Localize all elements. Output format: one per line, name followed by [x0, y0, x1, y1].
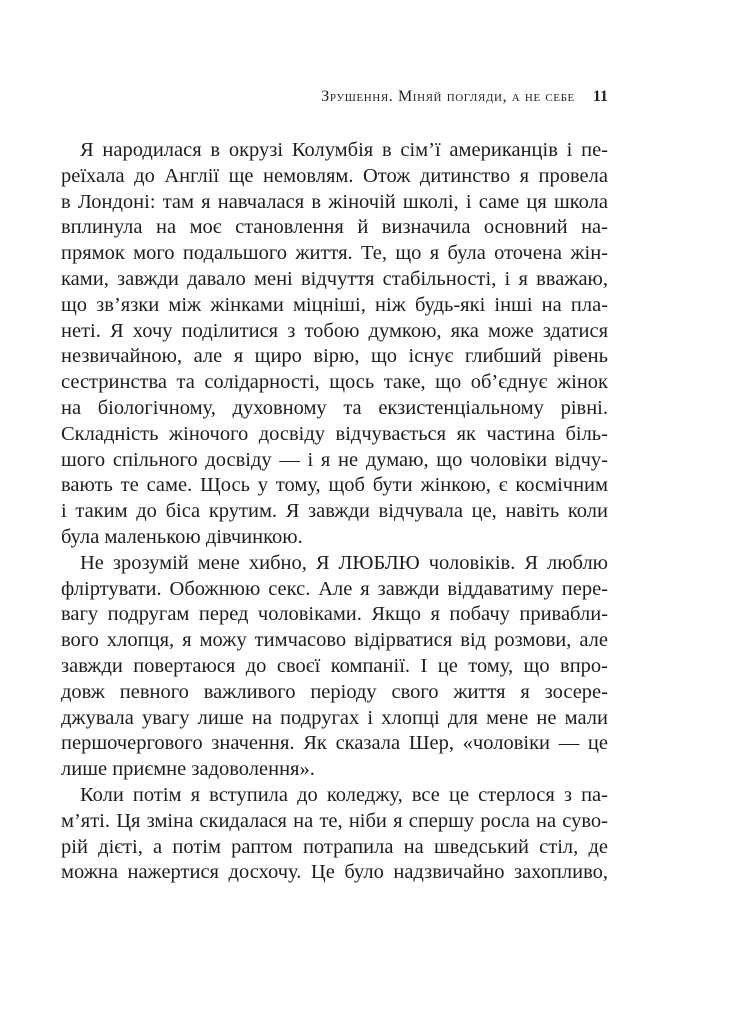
text-line [61, 138, 608, 164]
text-line [61, 706, 608, 732]
text-line-content: ками, завжди давало мені відчуття стабільності, і я вважаю, [61, 267, 608, 290]
text-line-content: прямок мого подальшого життя. Те, що я була оточена жін- [61, 242, 608, 265]
text-line-content: незвичайною, але я щиро вірю, що існує глибший рівень [61, 345, 608, 368]
text-column [61, 0, 608, 886]
text-line-content: довж певного важливого періоду свого життя я зосере- [61, 680, 608, 703]
text-line-content: неті. Я хочу поділитися з тобою думкою, яка може здатися [61, 319, 608, 342]
text-line [61, 215, 608, 241]
text-line-content: сестринства та солідарності, щось таке, що об’єднує жінок [61, 371, 608, 394]
text-line [61, 525, 608, 551]
running-header [61, 0, 608, 106]
text-line-content: Не зрозумій мене хибно, Я ЛЮБЛЮ чоловіків. Я люблю [80, 551, 608, 574]
text-line-content: реїхала до Англії ще немовлям. Отож дитинство я провела [61, 164, 608, 187]
text-line [61, 757, 608, 783]
text-line-content: фліртувати. Обожнюю секс. Але я завжди віддаватиму пере- [61, 577, 608, 600]
paragraph [61, 138, 608, 551]
text-line [61, 731, 608, 757]
text-line-content: вого хлопця, я можу тимчасово відірватися від розмови, але [61, 629, 608, 652]
text-line [61, 783, 608, 809]
text-line-content: вають те саме. Щось у тому, щоб бути жінкою, є космічним [61, 474, 608, 497]
text-line-content: і таким до біса крутим. Я завжди відчувала це, навіть коли [61, 500, 608, 523]
text-line [61, 628, 608, 654]
text-line-content: можна нажертися досхочу. Це було надзвичайно захопливо, [61, 861, 608, 884]
text-line [61, 241, 608, 267]
text-line-content: Складність жіночого досвіду відчувається як частина біль- [61, 422, 608, 445]
text-line-content: джувала увагу лише на подругах і хлопці для мене не мали [61, 706, 608, 729]
text-line-content: м’яті. Ця зміна скидалася на те, ніби я спершу росла на суво- [61, 809, 608, 832]
text-line-content: рій дієті, а потім раптом потрапила на шведський стіл, де [61, 835, 608, 858]
running-title: Зрушення. Міняй погляди, а не себе [321, 88, 575, 105]
text-line [61, 499, 608, 525]
text-line-content: лише приємне задоволення». [61, 758, 315, 781]
text-line-content: Коли потім я вступила до коледжу, все це стерлося з па- [80, 783, 608, 806]
text-line-content: шого спільного досвіду — і я не думаю, що чоловіки відчу- [61, 448, 608, 471]
text-line [61, 835, 608, 861]
text-line [61, 164, 608, 190]
text-line-content: вагу подругам перед чоловіками. Якщо я побачу привабли- [61, 603, 608, 626]
text-line [61, 448, 608, 474]
text-line-content: вплинула на моє становлення й визначила основний на- [61, 216, 608, 239]
text-line [61, 267, 608, 293]
text-line [61, 680, 608, 706]
text-line-content: Я народилася в окрузі Колумбія в сім’ї американців і пе- [80, 139, 608, 161]
text-line [61, 344, 608, 370]
text-line [61, 860, 608, 886]
text-line-content: на біологічному, духовному та екзистенціальному рівні. [61, 396, 608, 419]
text-line [61, 577, 608, 603]
text-line [61, 370, 608, 396]
text-line-content: першочергового значення. Як сказала Шер, «чоловіки — це [61, 732, 608, 755]
text-line [61, 551, 608, 577]
paragraph [61, 551, 608, 783]
page-number: 11 [592, 88, 608, 105]
text-line [61, 473, 608, 499]
body-text [61, 138, 608, 886]
paragraph [61, 783, 608, 886]
text-line-content: в Лондоні: там я навчалася в жіночій школі, і саме ця школа [61, 190, 608, 213]
text-line [61, 190, 608, 216]
text-line [61, 602, 608, 628]
text-line-content: що зв’язки між жінками міцніші, ніж будь-які інші на пла- [61, 293, 608, 316]
text-line [61, 293, 608, 319]
text-line [61, 654, 608, 680]
text-line [61, 319, 608, 345]
text-line-content: була маленькою дівчинкою. [61, 525, 303, 548]
text-line-content: завжди повертаюся до своєї компанії. І це тому, що впро- [61, 654, 608, 677]
text-line [61, 422, 608, 448]
text-line [61, 809, 608, 835]
text-line [61, 396, 608, 422]
